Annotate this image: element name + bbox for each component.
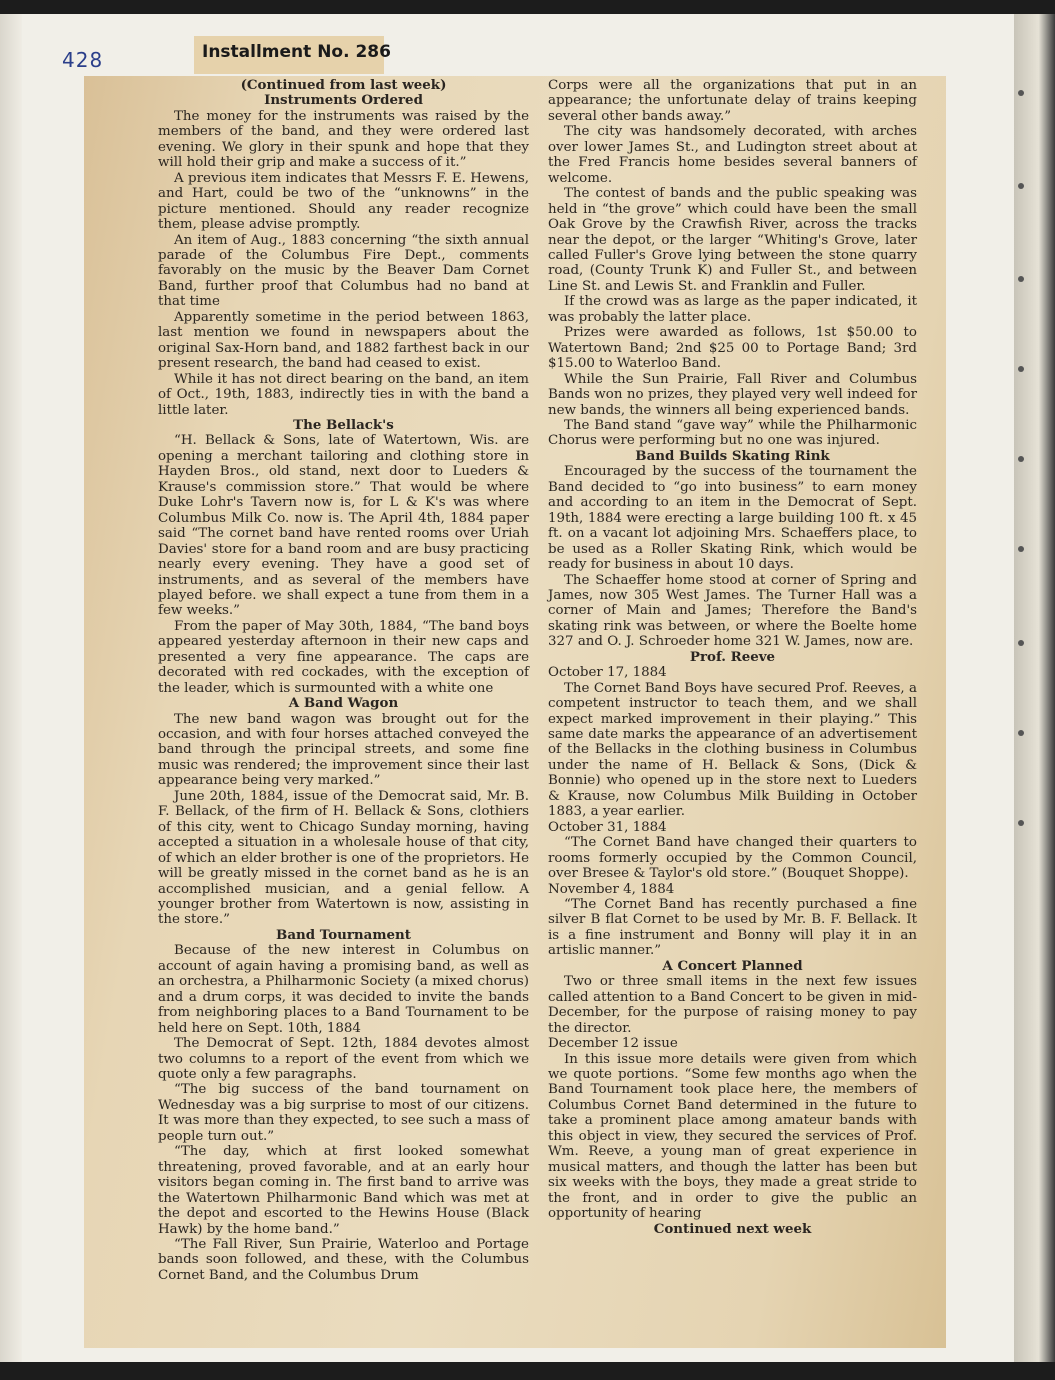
paragraph: The Cornet Band Boys have secured Prof. Reeves, a competent instructor to teach them, and we shall expect marked improvement in their playing.” This same date marks the appearance of an advertisement of the Bellacks in the clothing business in Columbus under the name of H. Bellack & Sons, (Dick & Bonnie) who opened up in the store next to Lueders & Krause, now Columbus Milk Building in October 1883, a year earlier. xyxy=(548,680,917,820)
binder-hole-icon xyxy=(1018,820,1024,826)
paragraph: Encouraged by the success of the tournament the Band decided to “go into business” to earn money and according to an item in the Democrat of Sept. 19th, 1884 were erecting a large building 100 ft. x 45 ft. on a vacant lot adjoining Mrs. Schaeffers place, to be used as a Roller Skating Rink, which would be ready for business in about 10 days. xyxy=(548,464,917,573)
installment-label-text: Installment No. 286 xyxy=(202,42,391,62)
paragraph: The money for the instruments was raised by the members of the band, and they were ordered last evening. We glory in their spunk and hope that they will hold their grip and make a success of it.” xyxy=(158,108,529,171)
binder-hole-icon xyxy=(1018,546,1024,552)
binder-hole-icon xyxy=(1018,730,1024,736)
dateline: October 17, 1884 xyxy=(548,665,667,681)
paragraph: June 20th, 1884, issue of the Democrat said, Mr. B. F. Bellack, of the firm of H. Bellack & Sons, clothiers of this city, went to Chicago Sunday morning, having accepted a situation in a wholesale house of that city, of which an elder brother is one of the proprietors. He will be greatly missed in the cornet band as he is an accomplished musician, and a genial fellow. A younger brother from Watertown is now, assisting in the store.” xyxy=(158,788,529,928)
dateline: November 4, 1884 xyxy=(548,881,675,897)
paragraph: “The big success of the band tournament on Wednesday was a big surprise to most of our citizens. It was more than they expected, to see such a mass of people turn out.” xyxy=(158,1082,529,1144)
paragraph: If the crowd was as large as the paper indicated, it was probably the latter place. xyxy=(548,294,917,325)
heading-the-bellacks: The Bellack's xyxy=(293,416,394,433)
paragraph: While it has not direct bearing on the band, an item of Oct., 19th, 1883, indirectly ties in with the band a little later. xyxy=(158,371,529,418)
binder-hole-icon xyxy=(1018,183,1024,189)
heading-instruments-ordered: Instruments Ordered xyxy=(264,92,423,109)
binder-hole-icon xyxy=(1018,456,1024,462)
heading-band-wagon: A Band Wagon xyxy=(288,695,399,712)
paragraph: Apparently sometime in the period between 1863, last mention we found in newspapers about the original Sax-Horn band, and 1882 farthest back in our present research, the band had ceased to exist. xyxy=(158,309,529,372)
handwritten-page-number: 428 xyxy=(62,48,104,72)
paragraph: Two or three small items in the next few issues called attention to a Band Concert to be given in mid-December, for the purpose of raising money to pay the director. xyxy=(548,974,917,1036)
paragraph: A previous item indicates that Messrs F. E. Hewens, and Hart, could be two of the “unknowns” in the picture mentioned. Should any reader recognize them, please advise promptly. xyxy=(158,170,529,233)
paragraph: “H. Bellack & Sons, late of Watertown, Wis. are opening a merchant tailoring and clothing store in Hayden Bros., old stand, next door to Lueders & Krause's commission store.” That would be where Duke Lohr's Tavern now is, for L & K's was where Columbus Milk Co. now is. The April 4th, 1884 paper said “The cornet band have rented rooms over Uriah Davies' store for a band room and are busy practicing nearly every evening. They have a good set of instruments, and as several of the members have played before. we shall expect a tune from them in a few weeks.” xyxy=(158,433,529,619)
page-stack-edge xyxy=(1014,14,1055,1366)
paragraph: The Schaeffer home stood at corner of Spring and James, now 305 West James. The Turner Hall was a corner of Main and James; Therefore the Band's skating rink was between, or where the Boelte home 327 and O. J. Schroeder home 321 W. James, now are. xyxy=(548,572,917,650)
continued-next-week-note: Continued next week xyxy=(653,1220,812,1237)
dateline: December 12 issue xyxy=(548,1036,678,1052)
dateline: October 31, 1884 xyxy=(548,819,667,835)
heading-band-builds-skating-rink: Band Builds Skating Rink xyxy=(635,447,830,464)
paragraph: The Band stand “gave way” while the Philharmonic Chorus were performing but no one was injured. xyxy=(548,417,917,449)
continued-note: (Continued from last week) xyxy=(240,77,447,93)
binder-hole-icon xyxy=(1018,640,1024,646)
installment-label xyxy=(194,36,391,74)
paragraph: The new band wagon was brought out for the occasion, and with four horses attached conveyed the band through the principal streets, and some fine music was rendered; the improvement since their last appearance being very marked.” xyxy=(158,711,529,789)
paragraph: An item of Aug., 1883 concerning “the sixth annual parade of the Columbus Fire Dept., comments favorably on the music by the Beaver Dam Cornet Band, further proof that Columbus had no band at that time xyxy=(158,232,529,310)
paragraph: In this issue more details were given from which we quote portions. “Some few months ago when the Band Tournament took place here, the members of Columbus Cornet Band determined in the future to take a prominent place among amateur bands with this object in view, they secured the services of Prof. Wm. Reeve, a young man of great experience in musical matters, and though the latter has been but six weeks with the boys, they made a great stride to the front, and in order to give the public an opportunity of hearing xyxy=(548,1051,917,1222)
heading-a-concert-planned: A Concert Planned xyxy=(662,957,803,974)
paragraph: Because of the new interest in Columbus on account of again having a promising band, as well as an orchestra, a Philharmonic Society (a mixed chorus) and a drum corps, it was decided to invite the bands from neighboring places to a Band Tournament to be held here on Sept. 10th, 1884 xyxy=(158,943,529,1036)
paragraph: Corps were all the organizations that put in an appearance; the unfortunate delay of trains keeping several other bands away.” xyxy=(548,78,917,124)
binder-hole-icon xyxy=(1018,366,1024,372)
paragraph: “The Cornet Band has recently purchased a fine silver B flat Cornet to be used by Mr. B. F. Bellack. It is a fine instrument and Bonny will play it in an artislic manner.” xyxy=(548,897,917,959)
scanner-bottom-border xyxy=(0,1362,1055,1380)
paragraph: The contest of bands and the public speaking was held in “the grove” which could have been the small Oak Grove by the Crawfish River, across the tracks near the depot, or the larger “Whiting's Grove, later called Fuller's Grove lying between the stone quarry road, (County Trunk K) and Fuller St., and between Line St. and Lewis St. and Franklin and Fuller. xyxy=(548,186,917,294)
page-binding-edge xyxy=(0,14,22,1366)
paragraph: Prizes were awarded as follows, 1st $50.00 to Watertown Band; 2nd $25 00 to Portage Band; 3rd $15.00 to Waterloo Band. xyxy=(548,325,917,372)
heading-prof-reeve: Prof. Reeve xyxy=(689,648,776,665)
article-column-right xyxy=(548,78,917,1237)
paragraph: From the paper of May 30th, 1884, “The band boys appeared yesterday afternoon in their new caps and presented a very fine appearance. The caps are decorated with red cockades, with the exception of the leader, which is surmounted with a white one xyxy=(158,618,529,696)
paragraph: “The Cornet Band have changed their quarters to rooms formerly occupied by the Common Council, over Bresee & Taylor's old store.” (Bouquet Shoppe). xyxy=(548,835,917,882)
paragraph: The Democrat of Sept. 12th, 1884 devotes almost two columns to a report of the event from which we quote only a few paragraphs. xyxy=(158,1036,529,1082)
heading-band-tournament: Band Tournament xyxy=(276,926,411,943)
article-column-left xyxy=(158,78,529,1283)
binder-hole-icon xyxy=(1018,90,1024,96)
paragraph: While the Sun Prairie, Fall River and Columbus Bands won no prizes, they played very well indeed for new bands, the winners all being experienced bands. xyxy=(548,371,917,418)
paragraph: “The Fall River, Sun Prairie, Waterloo and Portage bands soon followed, and these, with the Columbus Cornet Band, and the Columbus Drum xyxy=(158,1236,529,1283)
paragraph: “The day, which at first looked somewhat threatening, proved favorable, and at an early hour visitors began coming in. The first band to arrive was the Watertown Philharmonic Band which was met at the depot and escorted to the Hewins House (Black Hawk) by the home band.” xyxy=(158,1144,529,1237)
binder-hole-icon xyxy=(1018,276,1024,282)
paragraph: The city was handsomely decorated, with arches over lower James St., and Ludington street about at the Fred Francis home besides several banners of welcome. xyxy=(548,124,917,186)
